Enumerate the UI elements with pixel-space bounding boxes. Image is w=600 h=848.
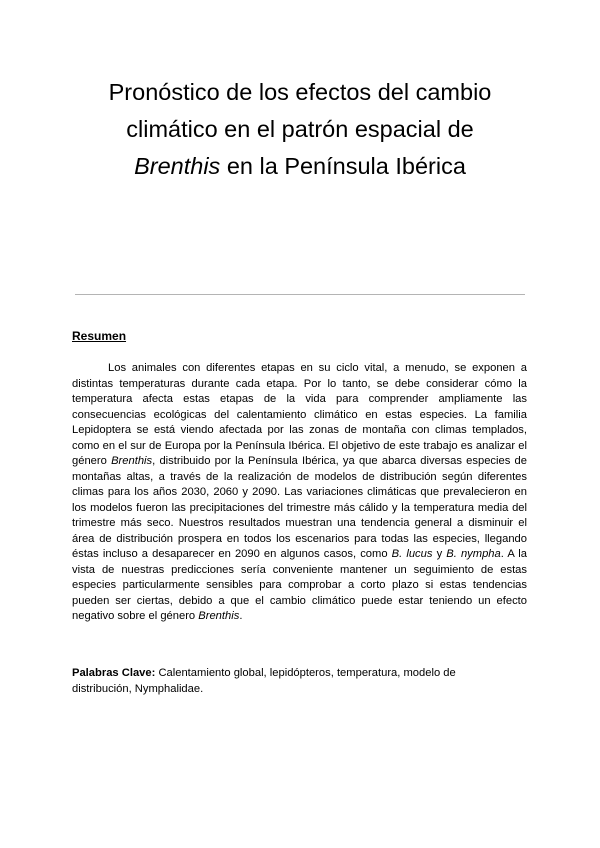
abstract-text-4: . A la vista de nuestras predicciones sería conveniente mantener un seguimiento de estas especies particularmente sensibles para comprobar a corto plazo si estas tendencias pueden ser ciertas, debido a que el cambio climático puede estar teniendo un efecto negativo sobre el género xyxy=(72,548,528,622)
title-line-1: Pronóstico de los efectos del cambio xyxy=(108,79,492,105)
abstract-species-b-nympha: B. nympha xyxy=(446,548,501,560)
title-line-3: en la Península Ibérica xyxy=(220,153,466,179)
abstract-text-5: . xyxy=(239,610,243,622)
keywords-text: Calentamiento global, lepidópteros, temperatura, modelo de distribución, Nymphalidae. xyxy=(72,667,456,695)
title-genus-name: Brenthis xyxy=(134,153,221,179)
title-divider xyxy=(75,294,525,295)
keywords-label: Palabras Clave: xyxy=(72,667,156,679)
abstract-species-b-lucus: B. lucus xyxy=(391,548,433,560)
abstract-text-1: Los animales con diferentes etapas en su ciclo vital, a menudo, se exponen a distintas temperaturas durante cada etapa. Por lo tanto, se debe considerar cómo la temperatura afecta estas etapas de la vida para comprender ampliamente las consecuencias ecológicas del calentamiento climático en estas especies. La familia Lepidoptera se está viendo afectada por las zonas de montaña con climas templados, como en el sur de Europa por la Península Ibérica. El objetivo de este trabajo es analizar el género xyxy=(72,362,527,467)
abstract-body xyxy=(72,361,527,625)
abstract-text-3: y xyxy=(432,548,447,560)
keywords-paragraph xyxy=(72,665,512,697)
abstract-text-2: , distribuido por la Península Ibérica, ya que abarca diversas especies de montañas altas, a través de la realización de modelos de distribución según diferentes climas para los años 2030, 2060 y 2090. Las variaciones climáticas que prevalecieron en los modelos fueron las precipitaciones del trimestre más cálido y la temperatura media del trimestre más seco. Nuestros resultados muestran una tendencia general a disminuir el área de distribución prospera en todos los escenarios para todas las especies, llegando éstas incluso a desaparecer en 2090 en algunos casos, como xyxy=(72,455,528,560)
paper-title xyxy=(50,74,550,185)
title-line-2: climático en el patrón espacial de xyxy=(126,116,474,142)
abstract-genus-brenthis: Brenthis xyxy=(111,455,153,467)
abstract-heading: Resumen xyxy=(72,329,127,343)
abstract-genus-brenthis-end: Brenthis xyxy=(198,610,240,622)
